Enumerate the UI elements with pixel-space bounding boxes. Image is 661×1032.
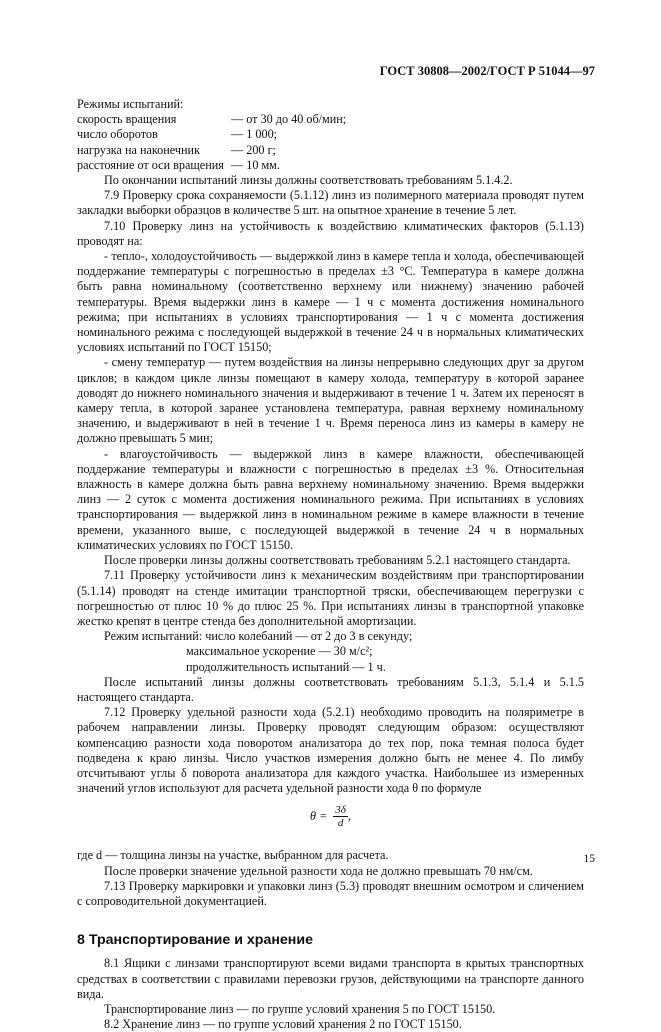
vibration-mode-lead: Режим испытаний: [104, 629, 203, 644]
page-number: 15 [583, 853, 595, 865]
test-mode-row [77, 127, 584, 142]
test-mode-row [77, 143, 584, 158]
test-mode-value: — 10 мм. [231, 157, 280, 172]
test-mode-label: расстояние от оси вращения [77, 157, 224, 172]
paragraph-8-2: 8.2 Хранение линз — по группе условий хранения 2 по ГОСТ 15150. [104, 1017, 462, 1032]
formula [77, 804, 584, 838]
paragraph-7-9: 7.9 Проверку срока сохраняемости (5.1.12) линз из полимерного материала проводят путем закладки выборки образцов в количестве 5 шт. на опытное хранение в течение 5 лет. [77, 188, 584, 218]
test-mode-value: — от 30 до 40 об/мин; [231, 112, 347, 127]
formula-expression [310, 804, 351, 829]
test-mode-value: — 200 г; [231, 142, 276, 157]
paragraph: Транспортирование линз — по группе условий хранения 5 по ГОСТ 15150. [104, 1001, 496, 1016]
test-mode-value: — 1 000; [231, 127, 278, 142]
page-header: ГОСТ 30808—2002/ГОСТ Р 51044—97 [379, 64, 595, 78]
section-8-title: 8 Транспортирование и хранение [77, 932, 313, 949]
paragraph-heat-cold: - тепло-, холодоустойчивость — выдержкой линз в камере тепла и холода, обеспечивающей поддержание температуры с погрешностью в пределах ±3 °С. Температура в камере должна быть равна номинальному (соответственно верхнему или нижнему) значению рабочей температуры. Время выдержки линз в камере — 1 ч с момента достижения номинального режима; при испытаниях в условиях транспортирования — 1 ч с момента достижения номинального режима с последующей выдержкой в течение 24 ч в нормальных климатических условиях испытаний по ГОСТ 15150; [77, 249, 584, 355]
paragraph: После испытаний линзы должны соответствовать требованиям 5.1.3, 5.1.4 и 5.1.5 настоящего стандарта. [77, 674, 584, 704]
paragraph: После проверки линзы должны соответствовать требованиям 5.2.1 настоящего стандарта. [104, 553, 571, 568]
test-mode-label: скорость вращения [77, 112, 177, 127]
formula-lhs: θ = [310, 809, 328, 824]
vibration-mode-item: максимальное ускорение — 30 м/с²; [186, 644, 373, 659]
paragraph-7-12: 7.12 Проверку удельной разности хода (5.2.1) необходимо проводить на поляриметре в рабочем направлении линзы. Проверку проводят следующим образом: осуществляют компенсацию разности хода поворотом анализатора до тех пор, пока темная полоса будет подведена к краю линзы. Число участков измерения должно быть не менее 4. По лимбу отсчитывают углы δ поворота анализатора для каждого участка. Наибольшее из измеренных значений углов используют для расчета удельной разности хода θ по формуле [77, 705, 584, 796]
formula-fraction [333, 804, 348, 829]
paragraph-7-10: 7.10 Проверку линз на устойчивость к воздействию климатических факторов (5.1.13) проводят на: [77, 218, 584, 248]
test-mode-label: число оборотов [77, 127, 158, 142]
formula-tail: , [347, 809, 351, 824]
test-mode-row [77, 112, 584, 127]
formula-denominator: d [337, 817, 344, 830]
page-content [77, 97, 584, 1032]
paragraph-7-11: 7.11 Проверку устойчивости линз к механическим воздействиям при транспортировании (5.1.14) проводят на стенде имитации транспортной тряски, обеспечивающем перегрузки с погрешностью от плюс 10 % до плюс 25 %. При испытаниях линзы в транспортной упаковке жестко крепят в центре стенда без дополнительной амортизации. [77, 568, 584, 628]
paragraph-temp-change: - смену температур — путем воздействия на линзы непрерывно следующих друг за другом циклов; в каждом цикле линзы помещают в камеру холода, температуру в которой заранее доводят до нижнего номинального значения и выдерживают в течение 1 ч. Затем их переносят в камеру тепла, в которой заранее установлена температура, равная верхнему номинальному значению, и выдерживают в ней в течение 1 ч. Время переноса линз из камеры в камеру не должно превышать 5 мин; [77, 355, 584, 446]
test-modes-block [77, 97, 584, 173]
test-mode-row [77, 158, 584, 173]
paragraph: После проверки значение удельной разности хода не должно превышать 70 нм/см. [104, 863, 533, 878]
paragraph-7-13: 7.13 Проверку маркировки и упаковки линз (5.3) проводят внешним осмотром и сличением с сопроводительной документацией. [77, 878, 584, 908]
paragraph-humidity: - влагоустойчивость — выдержкой линз в камере влажности, обеспечивающей поддержание температуры и влажности с погрешностью в пределах ±3 %. Относительная влажность в камере должна быть равна верхнему номинальному значению. Время выдержки линз — 2 суток с момента достижения номинального режима. При испытаниях в условиях транспортирования — выдержкой линз в номинальном режиме в камере влажности в течение времени, указанного выше, с последующей выдержкой в течение 24 ч в нормальных климатических условиях по ГОСТ 15150. [77, 446, 584, 552]
paragraph-where: где d — толщина линзы на участке, выбранном для расчета. [77, 848, 389, 863]
vibration-mode-block [77, 629, 584, 675]
vibration-mode-item: продолжительность испытаний — 1 ч. [186, 659, 386, 674]
paragraph: По окончании испытаний линзы должны соответствовать требованиям 5.1.4.2. [104, 173, 513, 188]
test-modes-title: Режимы испытаний: [77, 97, 184, 111]
vibration-mode-item: число колебаний — от 2 до 3 в секунду; [205, 629, 413, 644]
paragraph-8-1: 8.1 Ящики с линзами транспортируют всеми видами транспорта в крытых транспортных средствах в соответствии с правилами перевозки грузов, действующими на транспорте данного вида. [77, 956, 584, 1001]
vibration-mode-line [77, 629, 584, 644]
formula-numerator: 3δ [335, 804, 346, 817]
test-mode-label: нагрузка на наконечник [77, 142, 200, 157]
